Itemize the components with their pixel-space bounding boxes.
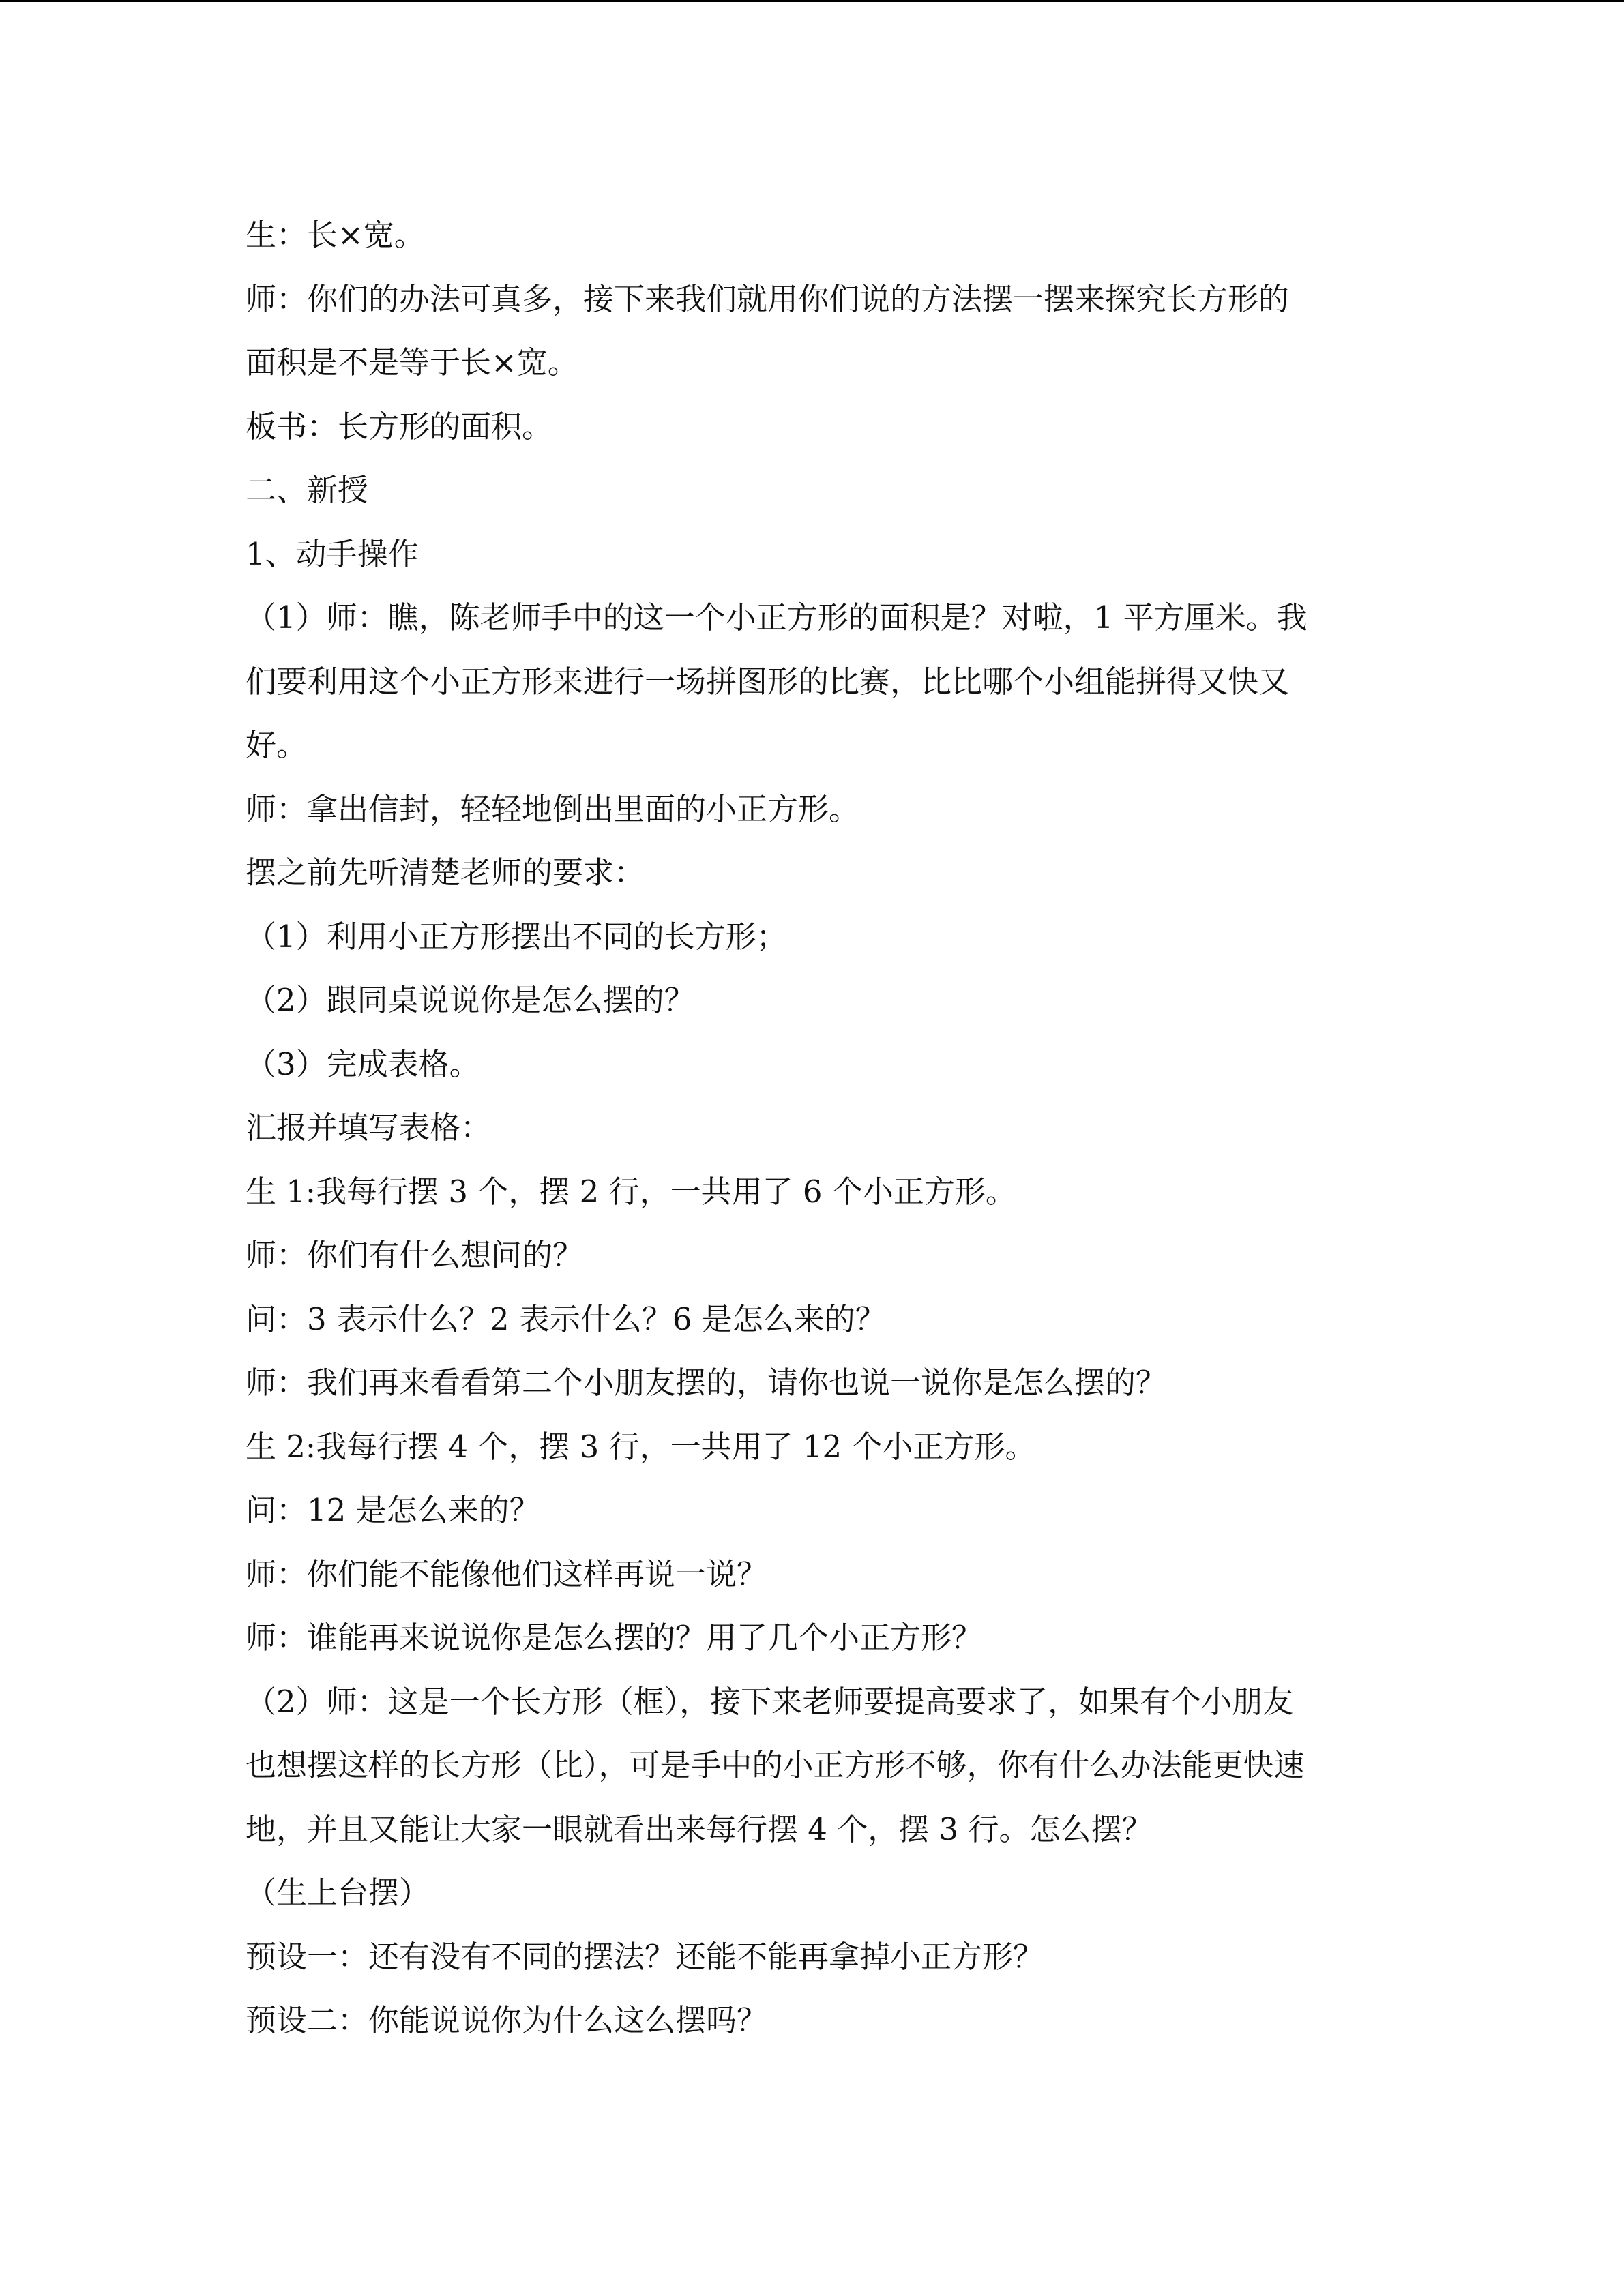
text-line: 好。 bbox=[246, 727, 308, 763]
text-line: 面积是不是等于长×宽。 bbox=[246, 344, 578, 381]
text-line: 师：谁能再来说说你是怎么摆的？用了几个小正方形？ bbox=[246, 1620, 983, 1656]
text-line: 预设一：还有没有不同的摆法？还能不能再拿掉小正方形？ bbox=[246, 1938, 1044, 1975]
text-line: 们要利用这个小正方形来进行一场拼图形的比赛，比比哪个小组能拼得又快又 bbox=[246, 663, 1290, 700]
text-line: 问：3 表示什么？2 表示什么？6 是怎么来的？ bbox=[246, 1300, 886, 1337]
subsection-heading: 1、动手操作 bbox=[246, 535, 419, 572]
text-line: 师：拿出信封，轻轻地倒出里面的小正方形。 bbox=[246, 790, 860, 827]
text-line: 板书：长方形的面积。 bbox=[246, 408, 553, 445]
text-line: 生 2:我每行摆 4 个，摆 3 行，一共用了 12 个小正方形。 bbox=[246, 1428, 1036, 1465]
text-line: （1）师：瞧，陈老师手中的这一个小正方形的面积是？对啦，1 平方厘米。我 bbox=[246, 599, 1308, 636]
text-line: （生上台摆） bbox=[246, 1875, 430, 1911]
text-line: 师：你们有什么想问的？ bbox=[246, 1237, 584, 1273]
text-line: 生 1:我每行摆 3 个，摆 2 行，一共用了 6 个小正方形。 bbox=[246, 1173, 1016, 1210]
text-line: 预设二：你能说说你为什么这么摆吗？ bbox=[246, 2002, 768, 2038]
text-line: 师：你们的办法可真多，接下来我们就用你们说的方法摆一摆来探究长方形的 bbox=[246, 280, 1290, 317]
requirement-item: （3）完成表格。 bbox=[246, 1045, 480, 1082]
requirement-item: （2）跟同桌说说你是怎么摆的？ bbox=[246, 982, 695, 1018]
requirement-item: （1）利用小正方形摆出不同的长方形； bbox=[246, 918, 787, 955]
text-line: 师：你们能不能像他们这样再说一说？ bbox=[246, 1555, 768, 1592]
text-line: 师：我们再来看看第二个小朋友摆的，请你也说一说你是怎么摆的？ bbox=[246, 1365, 1167, 1401]
text-line: 汇报并填写表格： bbox=[246, 1109, 492, 1146]
text-line: 问：12 是怎么来的？ bbox=[246, 1492, 540, 1528]
text-line: 也想摆这样的长方形（比），可是手中的小正方形不够，你有什么办法能更快速 bbox=[246, 1747, 1305, 1783]
section-heading: 二、新授 bbox=[246, 472, 369, 508]
text-line: 摆之前先听清楚老师的要求： bbox=[246, 854, 645, 891]
document-body bbox=[246, 203, 1378, 2053]
text-line: （2）师：这是一个长方形（框），接下来老师要提高要求了，如果有个小朋友 bbox=[246, 1683, 1294, 1720]
text-line: 地，并且又能让大家一眼就看出来每行摆 4 个，摆 3 行。怎么摆？ bbox=[246, 1810, 1153, 1847]
text-line: 生：长×宽。 bbox=[246, 217, 425, 253]
